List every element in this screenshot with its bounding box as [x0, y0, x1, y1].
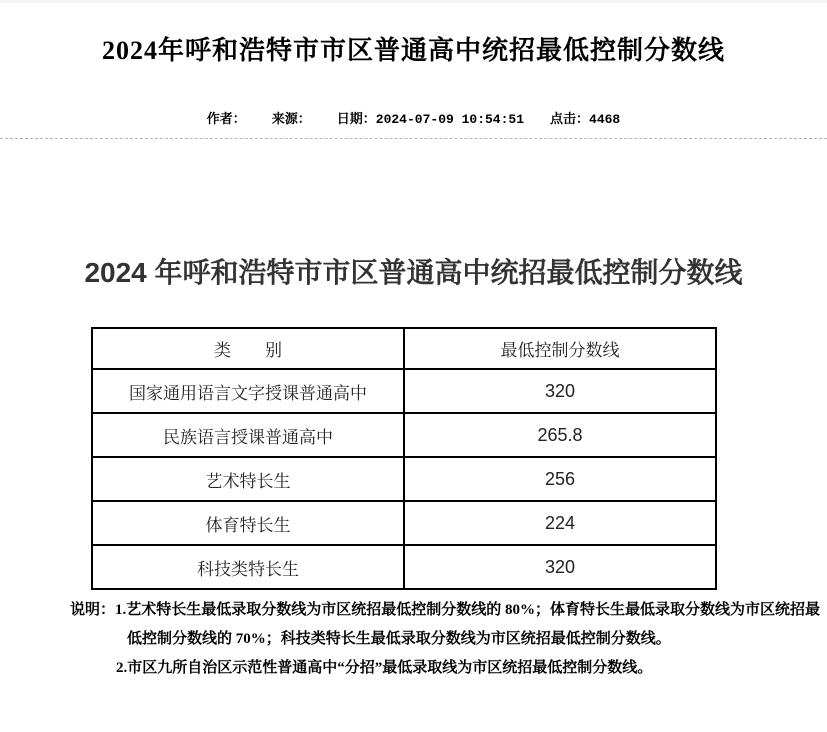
- source-meta: [272, 108, 311, 127]
- top-edge-strip: [0, 0, 827, 3]
- table-header-row: [92, 328, 716, 369]
- clicks-value: 4468: [589, 112, 621, 127]
- page-title: 2024年呼和浩特市市区普通高中统招最低控制分数线: [101, 36, 725, 65]
- clicks-meta: [550, 108, 620, 127]
- date-label: 日期：: [336, 111, 376, 126]
- author-label: 作者：: [206, 111, 246, 126]
- score-column-header: 最低控制分数线: [404, 328, 716, 369]
- article-meta-bar: [0, 108, 827, 127]
- table-row: [92, 413, 716, 457]
- score-table: [91, 327, 717, 590]
- source-label: 来源：: [271, 111, 311, 126]
- category-cell: 体育特长生: [92, 501, 404, 545]
- content-title: 2024 年呼和浩特市市区普通高中统招最低控制分数线: [84, 257, 743, 288]
- dashed-divider: [0, 138, 827, 139]
- note-line-1: 说明：1.艺术特长生最低录取分数线为市区统招最低控制分数线的 80%；体育特长生最低录取分数线为市区统招最: [70, 602, 821, 618]
- table-row: [92, 501, 716, 545]
- score-cell: 320: [404, 545, 716, 589]
- table-row: [92, 369, 716, 413]
- clicks-label: 点击：: [550, 111, 590, 126]
- category-cell: 国家通用语言文字授课普通高中: [92, 369, 404, 413]
- note-line-2: 低控制分数线的 70%；科技类特长生最低录取分数线为市区统招最低控制分数线。: [127, 631, 671, 647]
- category-cell: 艺术特长生: [92, 457, 404, 501]
- category-cell: 民族语言授课普通高中: [92, 413, 404, 457]
- table-row: [92, 457, 716, 501]
- score-cell: 224: [404, 501, 716, 545]
- score-cell: 320: [404, 369, 716, 413]
- date-meta: [337, 108, 524, 127]
- date-value: 2024-07-09 10:54:51: [375, 112, 525, 127]
- table-row: [92, 545, 716, 589]
- score-cell: 265.8: [404, 413, 716, 457]
- category-column-header: 类 别: [92, 328, 404, 369]
- category-cell: 科技类特长生: [92, 545, 404, 589]
- author-meta: [207, 108, 246, 127]
- score-cell: 256: [404, 457, 716, 501]
- note-line-3: 2.市区九所自治区示范性普通高中“分招”最低录取线为市区统招最低控制分数线。: [116, 660, 653, 676]
